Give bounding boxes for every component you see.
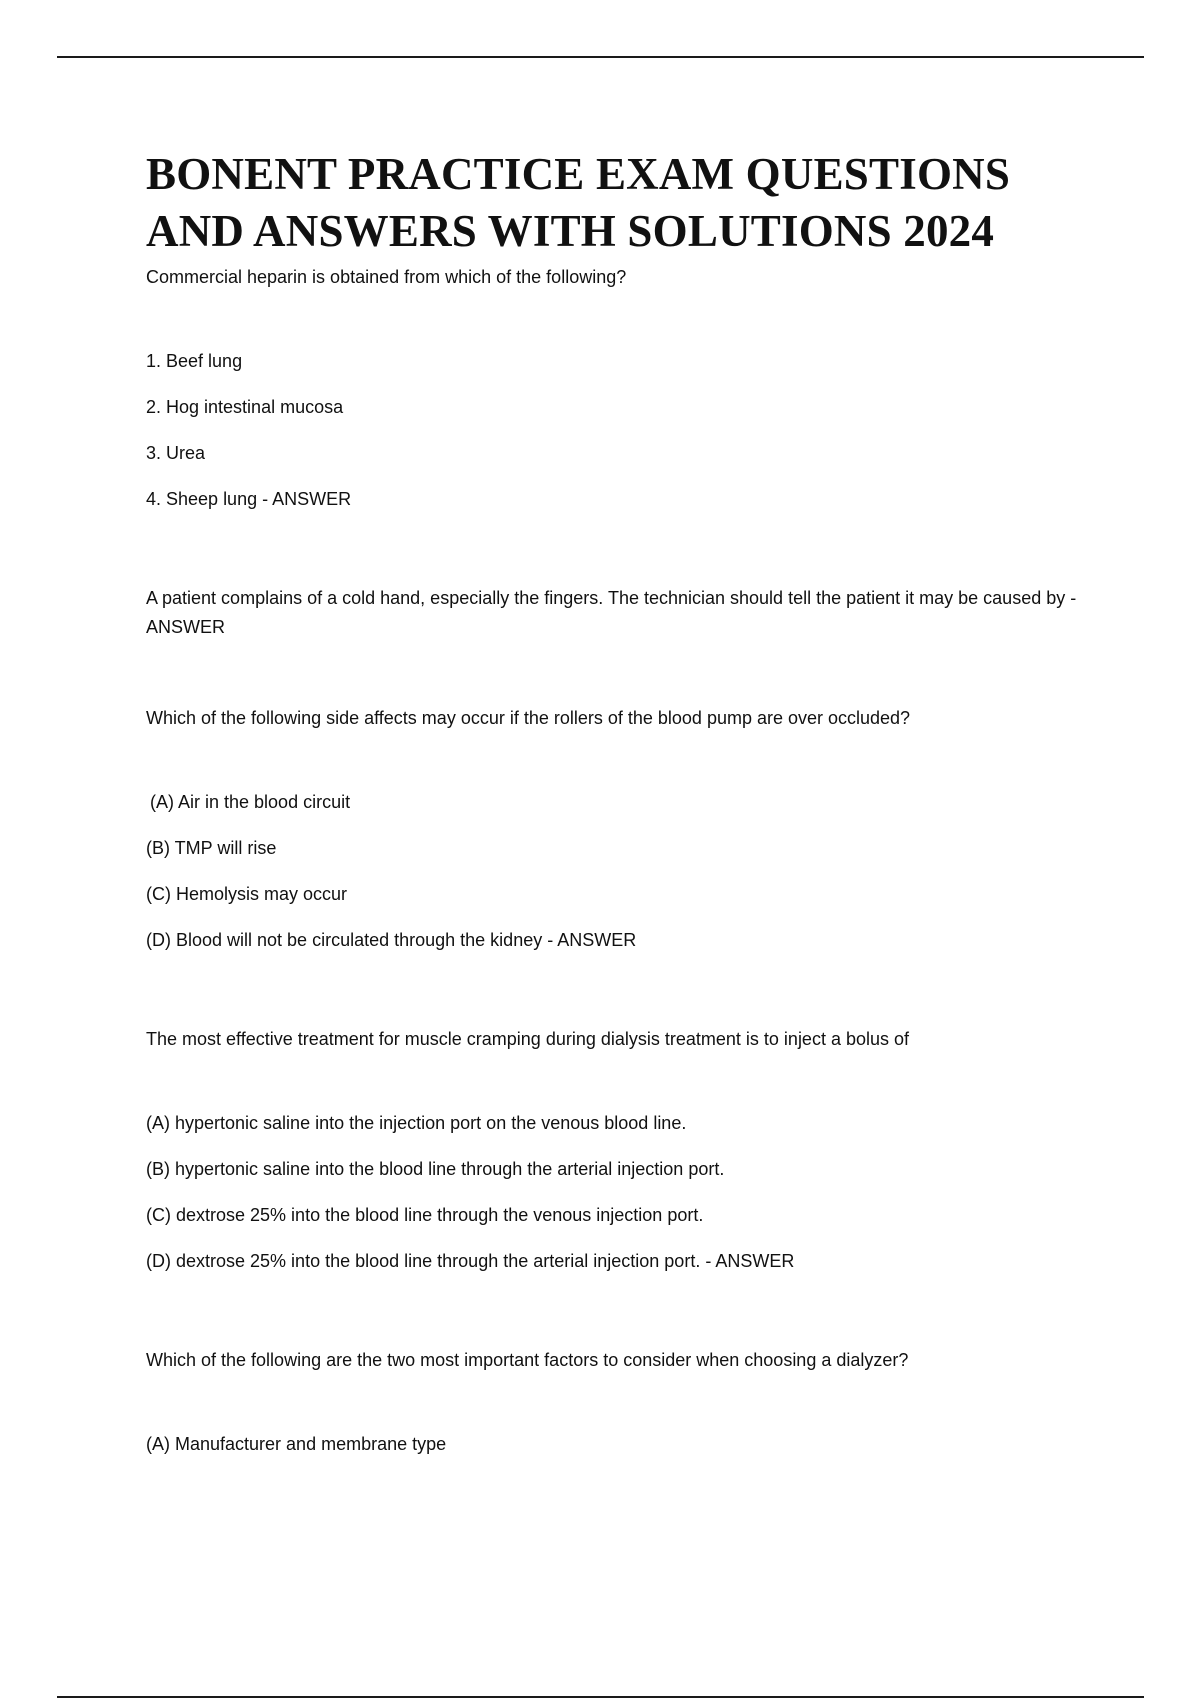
bottom-rule	[57, 1696, 1144, 1698]
question-5	[146, 1346, 1106, 1467]
question-text: Which of the following are the two most important factors to consider when choosing a dialyzer?	[146, 1350, 909, 1370]
option-item: (D) Blood will not be circulated through the kidney - ANSWER	[146, 930, 637, 950]
option-item: (B) TMP will rise	[146, 838, 277, 858]
option-item: (C) Hemolysis may occur	[146, 884, 348, 904]
question-text: The most effective treatment for muscle cramping during dialysis treatment is to inject a bolus of	[146, 1029, 910, 1049]
option-item: (A) Air in the blood circuit	[150, 792, 351, 812]
title-line-2: AND ANSWERS WITH SOLUTIONS 2024	[146, 206, 995, 256]
option-list	[146, 779, 1106, 963]
question-3	[146, 704, 1106, 963]
option-item: 4. Sheep lung - ANSWER	[146, 489, 352, 509]
option-item: (C) dextrose 25% into the blood line through the venous injection port.	[146, 1205, 704, 1225]
option-item: 1. Beef lung	[146, 351, 243, 371]
option-item: 2. Hog intestinal mucosa	[146, 397, 344, 417]
document-body	[146, 146, 1106, 1467]
option-list	[146, 1100, 1106, 1284]
option-item: 3. Urea	[146, 443, 206, 463]
option-item: (A) Manufacturer and membrane type	[146, 1434, 447, 1454]
question-text: A patient complains of a cold hand, especially the fingers. The technician should tell the patient it may be caused by - ANSWER	[146, 588, 1077, 637]
option-item: (B) hypertonic saline into the blood line through the arterial injection port.	[146, 1159, 725, 1179]
option-list	[146, 338, 1106, 522]
top-rule	[57, 56, 1144, 58]
option-item: (D) dextrose 25% into the blood line through the arterial injection port. - ANSWER	[146, 1251, 795, 1271]
document-title	[146, 146, 1106, 260]
title-line-1: BONENT PRACTICE EXAM QUESTIONS	[146, 149, 1011, 199]
question-2	[146, 584, 1106, 642]
question-4	[146, 1025, 1106, 1284]
question-text: Which of the following side affects may occur if the rollers of the blood pump are over occluded?	[146, 708, 911, 728]
option-item: (A) hypertonic saline into the injection port on the venous blood line.	[146, 1113, 687, 1133]
question-text: Commercial heparin is obtained from which of the following?	[146, 267, 627, 287]
question-1	[146, 263, 1106, 522]
option-list	[146, 1421, 1106, 1467]
